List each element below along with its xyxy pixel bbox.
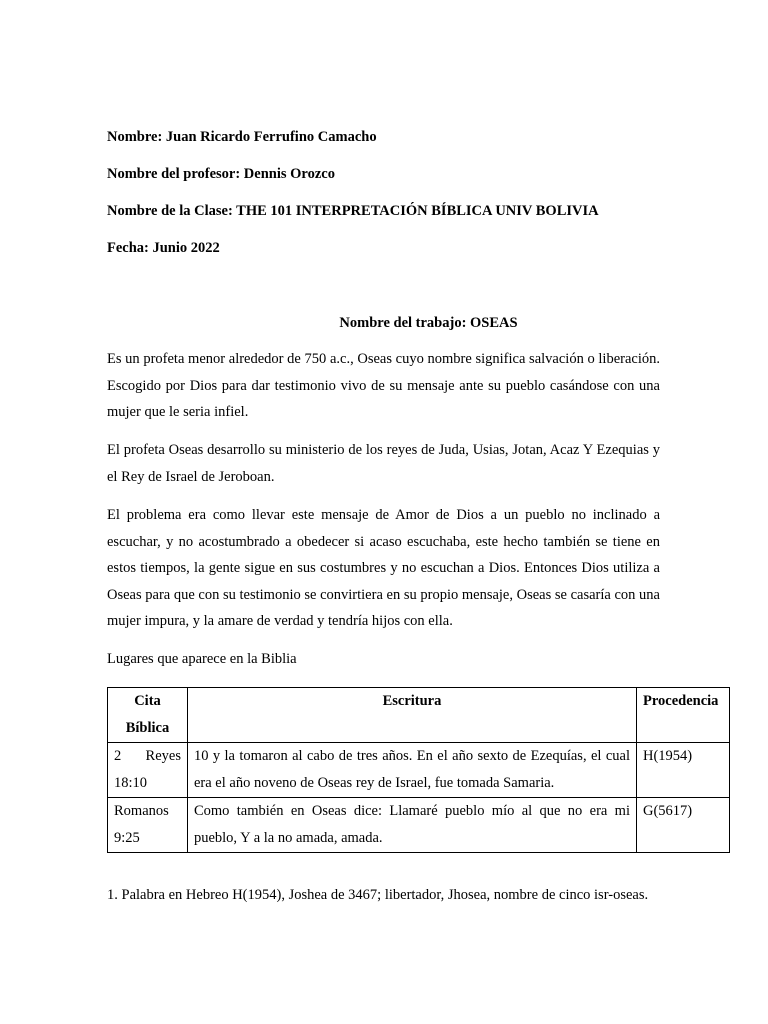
header-escritura: Escritura <box>187 688 636 743</box>
table-row <box>108 798 730 853</box>
footnote: 1. Palabra en Hebreo H(1954), Joshea de 3467; libertador, Jhosea, nombre de cinco isr-oseas. <box>107 887 649 903</box>
paragraph-1: Es un profeta menor alrededor de 750 a.c., Oseas cuyo nombre significa salvación o liberación. Escogido por Dios para dar testimonio vivo de su mensaje ante su pueblo casándose con una mujer que le seria infiel. <box>107 351 660 420</box>
cita-cell: Romanos 9:25 <box>108 798 188 853</box>
table-caption: Lugares que aparece en la Biblia <box>107 651 297 667</box>
procedencia-cell: H(1954) <box>637 743 730 798</box>
date: Fecha: Junio 2022 <box>107 240 220 256</box>
escritura-cell: Como también en Oseas dice: Llamaré pueblo mío al que no era mi pueblo, Y a la no amada, amada. <box>187 798 636 853</box>
class-name: Nombre de la Clase: THE 101 INTERPRETACIÓN BÍBLICA UNIV BOLIVIA <box>107 203 599 219</box>
paragraph-3: El problema era como llevar este mensaje de Amor de Dios a un pueblo no inclinado a escuchar, y no acostumbrado a obedecer si acaso escuchaba, este hecho también se tiene en estos tiempos, la gente sigue en sus costumbres y no escuchan a Dios. Entonces Dios utiliza a Oseas para que con su testimonio se convirtiera en su propio mensaje, Oseas se casaría con una mujer impura, y la amare de verdad y tendría hijos con ella. <box>107 507 660 629</box>
header-procedencia: Procedencia <box>637 688 730 743</box>
references-table <box>107 687 730 853</box>
procedencia-cell: G(5617) <box>637 798 730 853</box>
header-cita: Cita Bíblica <box>108 688 188 743</box>
professor-name: Nombre del profesor: Dennis Orozco <box>107 166 335 182</box>
student-name: Nombre: Juan Ricardo Ferrufino Camacho <box>107 129 377 145</box>
table-header-row <box>108 688 730 743</box>
cita-cell: 2 Reyes 18:10 <box>108 743 188 798</box>
work-title: Nombre del trabajo: OSEAS <box>339 315 518 331</box>
table-row <box>108 743 730 798</box>
escritura-cell: 10 y la tomaron al cabo de tres años. En el año sexto de Ezequías, el cual era el año noveno de Oseas rey de Israel, fue tomada Samaria. <box>187 743 636 798</box>
paragraph-2: El profeta Oseas desarrollo su ministerio de los reyes de Juda, Usias, Jotan, Acaz Y Ezequias y el Rey de Israel de Jeroboan. <box>107 442 660 485</box>
